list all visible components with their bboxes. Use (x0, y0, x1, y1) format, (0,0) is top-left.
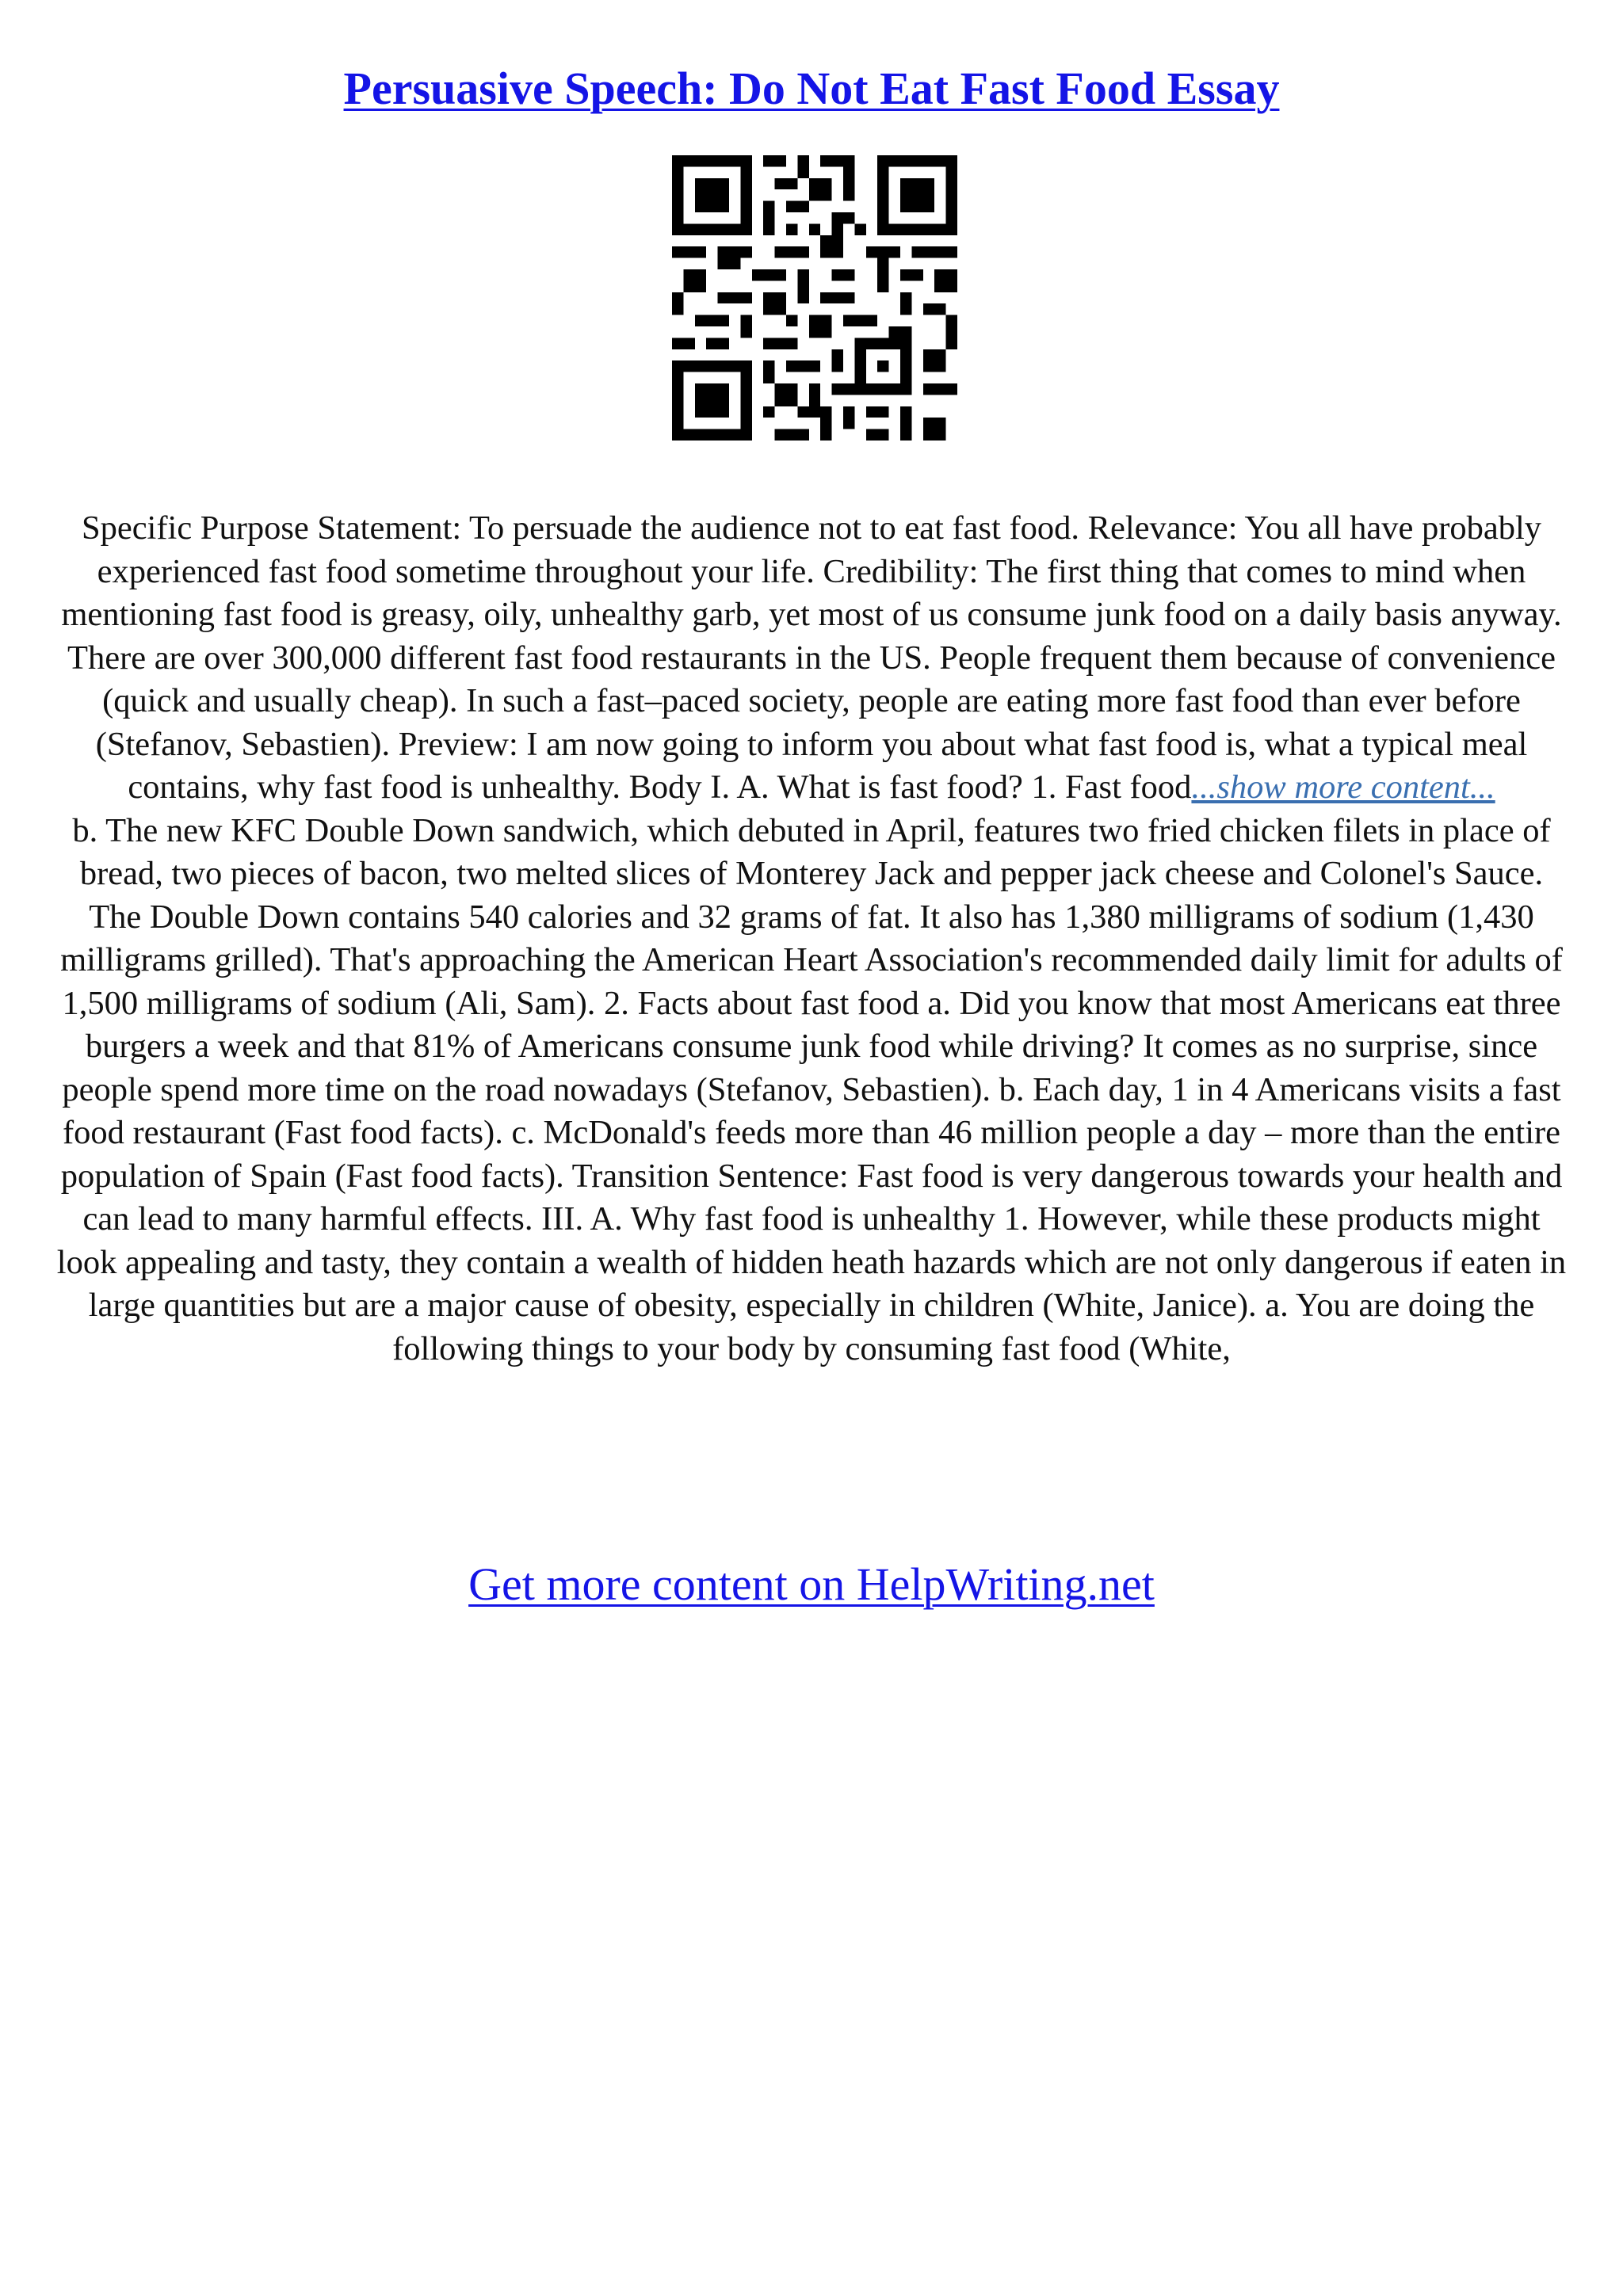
essay-excerpt (55, 507, 1568, 1371)
essay-paragraph-body: b. The new KFC Double Down sandwich, which debuted in April, features two fried chicken filets in place of bread, two pieces of bacon, two melted slices of Monterey Jack and pepper jack cheese and Colonel's Sauce. The Double Down contains 540 calories and 32 grams of fat. It also has 1,380 milligrams of sodium (1,430 milligrams grilled). That's approaching the American Heart Association's recommended daily limit for adults of 1,500 milligrams of sodium (Ali, Sam). 2. Facts about fast food a. Did you know that most Americans eat three burgers a week and that 81% of Americans consume junk food while driving? It comes as no surprise, since people spend more time on the road nowadays (Stefanov, Sebastien). b. Each day, 1 in 4 Americans visits a fast food restaurant (Fast food facts). c. McDonald's feeds more than 46 million people a day – more than the entire population of Spain (Fast food facts). Transition Sentence: Fast food is very dangerous towards your health and can lead to many harmful effects. III. A. Why fast food is unhealthy 1. However, while these products might look appealing and tasty, they contain a wealth of hidden heath hazards which are not only dangerous if eaten in large quantities but are a major cause of obesity, especially in children (White, Janice). a. You are doing the following things to your body by consuming fast food (White, (56, 811, 1567, 1367)
essay-paragraph-intro (55, 507, 1568, 810)
show-more-link[interactable]: ...show more content... (1191, 769, 1495, 806)
get-more-content-link[interactable]: Get more content on HelpWriting.net (468, 1558, 1155, 1610)
footer-cta (0, 1553, 1623, 1616)
qr-code-icon (672, 155, 957, 441)
document-title-link[interactable]: Persuasive Speech: Do Not Eat Fast Food Essay (343, 63, 1280, 114)
essay-paragraph-intro-text: Specific Purpose Statement: To persuade the audience not to eat fast food. Relevance: You all have probably experienced fast food sometime throughout your life. Credibility: The first thing that comes to mind when mentioning fast food is greasy, oily, unhealthy garb, yet most of us consume junk food on a daily basis anyway. There are over 300,000 different fast food restaurants in the US. People frequent them because of convenience (quick and usually cheap). In such a fast–paced society, people are eating more fast food than ever before (Stefanov, Sebastien). Preview: I am now going to inform you about what fast food is, what a typical meal contains, why fast food is unhealthy. Body I. A. What is fast food? 1. Fast food (61, 509, 1562, 806)
document-title (0, 55, 1623, 122)
